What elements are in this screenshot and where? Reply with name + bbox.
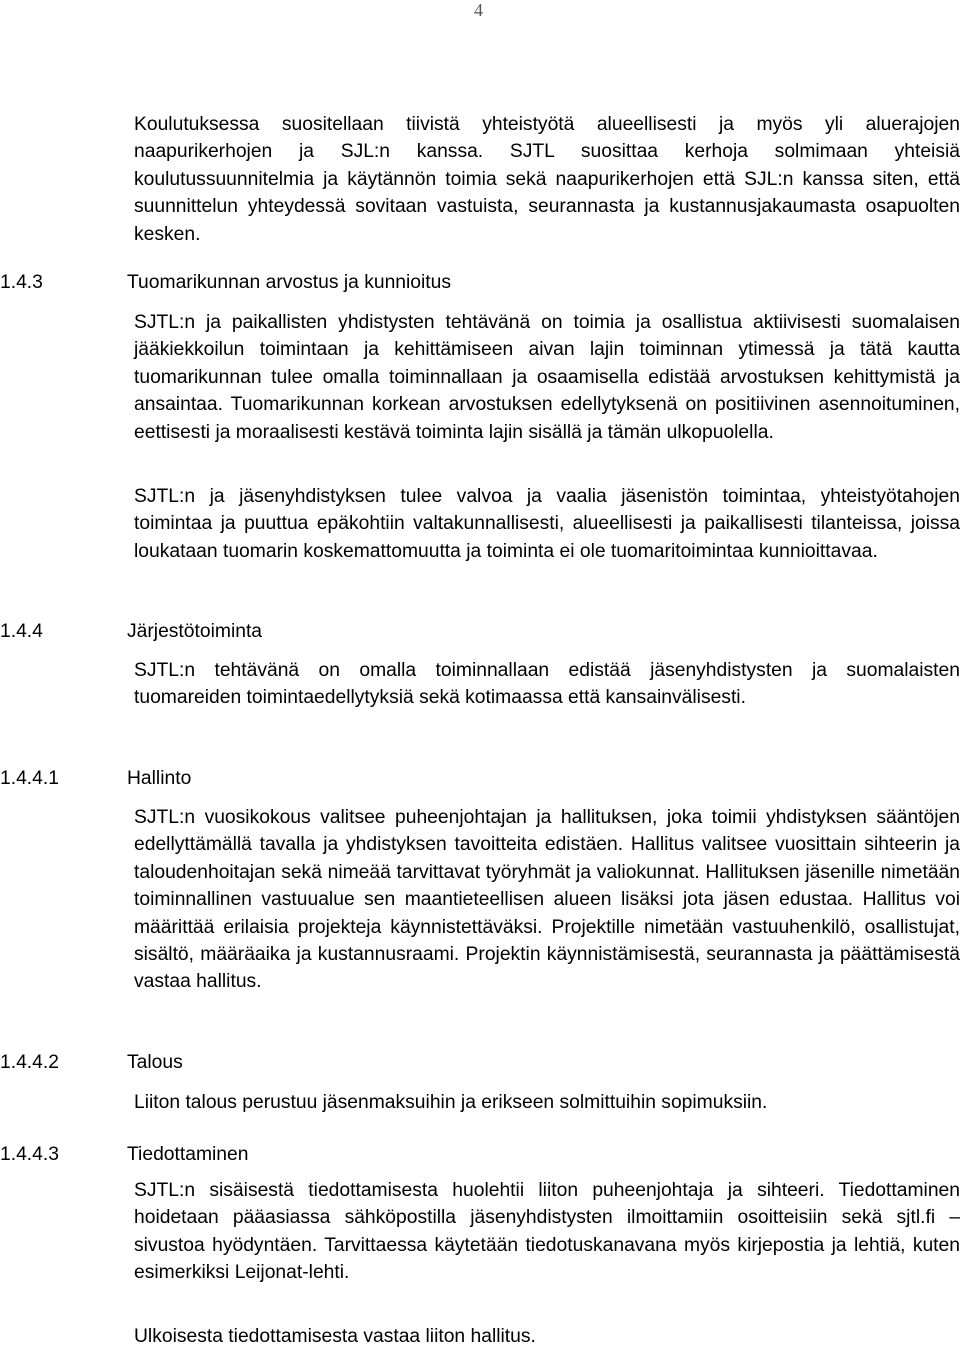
- page-number: 4: [474, 0, 483, 20]
- section-number: 1.4.3: [0, 272, 43, 293]
- section-title: Hallinto: [127, 768, 192, 789]
- section-title: Tiedottaminen: [127, 1144, 249, 1165]
- section-title: Tuomarikunnan arvostus ja kunnioitus: [127, 272, 452, 293]
- section-1-4-3-paragraph-2: SJTL:n ja jäsenyhdistyksen tulee valvoa ja vaalia jäsenistön toimintaa, yhteistyötahojen toimintaa ja puuttua epäkohtiin valtakunnallisesti, alueellisesti ja paikallisesti tilanteissa, joissa loukataan tuomarin koskemattomuutta ja toiminta ei ole tuomaritoimintaa kunnioittavaa.: [134, 486, 960, 562]
- section-heading-1-4-4: [0, 618, 262, 645]
- section-1-4-4-3-paragraph-2: Ulkoisesta tiedottamisesta vastaa liiton hallitus.: [134, 1326, 536, 1347]
- section-number: 1.4.4.3: [0, 1144, 59, 1165]
- section-heading-1-4-3: [0, 269, 451, 296]
- section-number: 1.4.4.2: [0, 1052, 59, 1073]
- section-heading-1-4-4-3: [0, 1141, 248, 1168]
- section-1-4-3-paragraph-1: SJTL:n ja paikallisten yhdistysten tehtävänä on toimia ja osallistua aktiivisesti suomalaisen jääkiekkoilun toimintaan ja kehittämiseen aivan lajin toiminnan ytimessä ja tätä kautta tuomarikunnan tulee omalla toiminnallaan ja osaamisella edistää arvostuksen kehittymistä ja ansaintaa. Tuomarikunnan korkean arvostuksen edellytyksenä on positiivinen asennoituminen, eettisesti ja moraalisesti kestävä toiminta lajin sisällä ja tämän ulkopuolella.: [134, 312, 960, 443]
- section-title: Järjestötoiminta: [127, 621, 263, 642]
- intro-paragraph: Koulutuksessa suositellaan tiivistä yhteistyötä alueellisesti ja myös yli aluerajojen naapurikerhojen ja SJL:n kanssa. SJTL suosittaa kerhoja solmimaan yhteisiä koulutussuunnitelmia ja käytännön toimia sekä naapurikerhojen että SJL:n kanssa siten, että suunnittelun yhteydessä sovitaan vastuista, seurannasta ja kustannusjakaumasta osapuolten kesken.: [134, 114, 960, 245]
- section-heading-1-4-4-1: [0, 765, 191, 792]
- section-title: Talous: [127, 1052, 183, 1073]
- section-heading-1-4-4-2: [0, 1049, 183, 1076]
- section-1-4-4-2-paragraph-1: Liiton talous perustuu jäsenmaksuihin ja erikseen solmittuihin sopimuksiin.: [134, 1092, 768, 1113]
- section-1-4-4-1-paragraph-1: SJTL:n vuosikokous valitsee puheenjohtajan ja hallituksen, joka toimii yhdistyksen sääntöjen edellyttämällä tavalla ja yhdistyksen tavoitteita edistäen. Hallitus valitsee vuosittain sihteerin ja taloudenhoitajan sekä nimeää tarvittavat työryhmät ja valiokunnat. Hallituksen jäsenille nimetään toiminnallinen vastuualue sen maantieteellisen alueen lisäksi jota jäsen edustaa. Hallitus voi määrittää erilaisia projekteja käynnistettäväksi. Projektille nimetään vastuuhenkilö, osallistujat, sisältö, määräaika ja kustannusraami. Projektin käynnistämisestä, seurannasta ja päättämisestä vastaa hallitus.: [134, 807, 960, 993]
- section-1-4-4-3-paragraph-1: SJTL:n sisäisestä tiedottamisesta huolehtii liiton puheenjohtaja ja sihteeri. Tiedottaminen hoidetaan pääasiassa sähköpostilla jäsenyhdistysten ilmoittamiin osoitteisiin sekä sjtl.fi –sivustoa hyödyntäen. Tarvittaessa käytetään tiedotuskanavana myös kirjepostia ja lehtiä, kuten esimerkiksi Leijonat-lehti.: [134, 1180, 960, 1284]
- section-number: 1.4.4: [0, 621, 43, 642]
- section-1-4-4-paragraph-1: SJTL:n tehtävänä on omalla toiminnallaan edistää jäsenyhdistysten ja suomalaisten tuomareiden toimintaedellytyksiä sekä kotimaassa että kansainvälisesti.: [134, 660, 960, 709]
- section-number: 1.4.4.1: [0, 768, 59, 789]
